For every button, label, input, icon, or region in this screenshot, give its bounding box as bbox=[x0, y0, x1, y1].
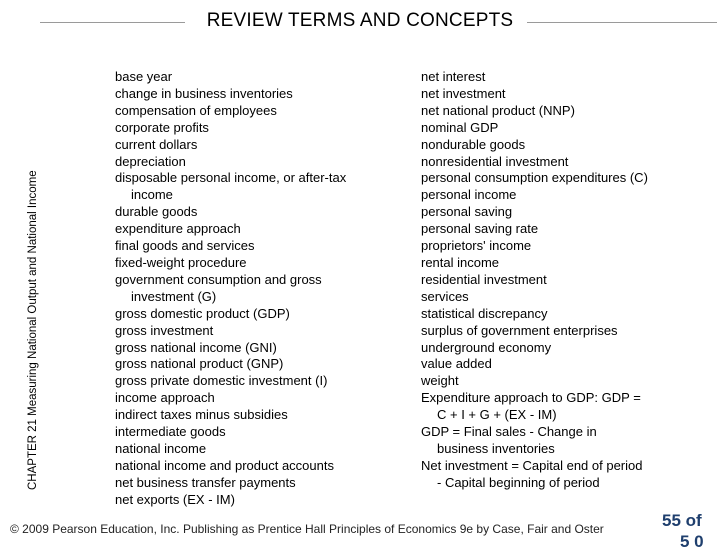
term-item: rental income bbox=[421, 254, 500, 270]
term-item: net investment bbox=[421, 85, 506, 101]
formula-item-continued: - Capital beginning of period bbox=[437, 474, 600, 490]
formula-item-continued: business inventories bbox=[437, 440, 555, 456]
terms-list-right bbox=[421, 69, 681, 492]
copyright-footer: © 2009 Pearson Education, Inc. Publishing as Prentice Hall Principles of Economics 9e by Case, Fair and Oster bbox=[10, 522, 604, 536]
title-bar bbox=[0, 10, 720, 34]
formula-item: GDP = Final sales - Change in bbox=[421, 424, 597, 440]
term-item: weight bbox=[421, 373, 459, 389]
formula-item-continued: C + I + G + (EX - IM) bbox=[437, 407, 557, 423]
term-item: depreciation bbox=[115, 153, 186, 169]
term-item: income approach bbox=[115, 390, 215, 406]
term-item: national income and product accounts bbox=[115, 457, 334, 473]
title-rule-right bbox=[527, 22, 717, 23]
term-item: personal income bbox=[421, 187, 517, 203]
terms-list-left bbox=[115, 69, 385, 509]
term-item: net national product (NNP) bbox=[421, 102, 575, 118]
term-item: durable goods bbox=[115, 204, 198, 220]
term-item: gross private domestic investment (I) bbox=[115, 373, 328, 389]
term-item: nonresidential investment bbox=[421, 153, 569, 169]
term-item-continued: investment (G) bbox=[131, 288, 217, 304]
term-item: intermediate goods bbox=[115, 424, 226, 440]
term-item: nominal GDP bbox=[421, 119, 499, 135]
term-item: national income bbox=[115, 440, 207, 456]
term-item: nondurable goods bbox=[421, 136, 526, 152]
term-item: compensation of employees bbox=[115, 102, 277, 118]
term-item: change in business inventories bbox=[115, 85, 293, 101]
term-item-continued: income bbox=[131, 187, 173, 203]
term-item: services bbox=[421, 288, 469, 304]
term-item: proprietors' income bbox=[421, 238, 532, 254]
term-item: surplus of government enterprises bbox=[421, 322, 618, 338]
term-item: corporate profits bbox=[115, 119, 209, 135]
term-item: net interest bbox=[421, 69, 486, 84]
page-title: REVIEW TERMS AND CONCEPTS bbox=[206, 10, 514, 31]
term-item: personal saving rate bbox=[421, 221, 539, 237]
term-item: base year bbox=[115, 69, 173, 84]
chapter-label-text: CHAPTER 21 Measuring National Output and National Income bbox=[27, 170, 39, 490]
term-item: government consumption and gross bbox=[115, 271, 322, 287]
term-item: current dollars bbox=[115, 136, 198, 152]
term-item: disposable personal income, or after-tax bbox=[115, 170, 347, 186]
page-total-partial: 5 0 bbox=[680, 532, 704, 551]
term-item: gross national product (GNP) bbox=[115, 356, 284, 372]
term-item: net exports (EX - IM) bbox=[115, 491, 235, 507]
term-item: gross national income (GNI) bbox=[115, 339, 277, 355]
chapter-side-label bbox=[2, 130, 52, 490]
page-number: 55 of bbox=[662, 511, 702, 530]
term-item: value added bbox=[421, 356, 492, 372]
term-item: personal saving bbox=[421, 204, 513, 220]
term-item: final goods and services bbox=[115, 238, 255, 254]
term-item: residential investment bbox=[421, 271, 547, 287]
term-item: fixed-weight procedure bbox=[115, 254, 247, 270]
formula-item: Expenditure approach to GDP: GDP = bbox=[421, 390, 641, 406]
term-item: personal consumption expenditures (C) bbox=[421, 170, 648, 186]
term-item: gross investment bbox=[115, 322, 214, 338]
term-item: net business transfer payments bbox=[115, 474, 296, 490]
term-item: statistical discrepancy bbox=[421, 305, 548, 321]
term-item: underground economy bbox=[421, 339, 552, 355]
term-item: gross domestic product (GDP) bbox=[115, 305, 290, 321]
term-item: indirect taxes minus subsidies bbox=[115, 407, 288, 423]
formula-item: Net investment = Capital end of period bbox=[421, 457, 643, 473]
term-item: expenditure approach bbox=[115, 221, 241, 237]
